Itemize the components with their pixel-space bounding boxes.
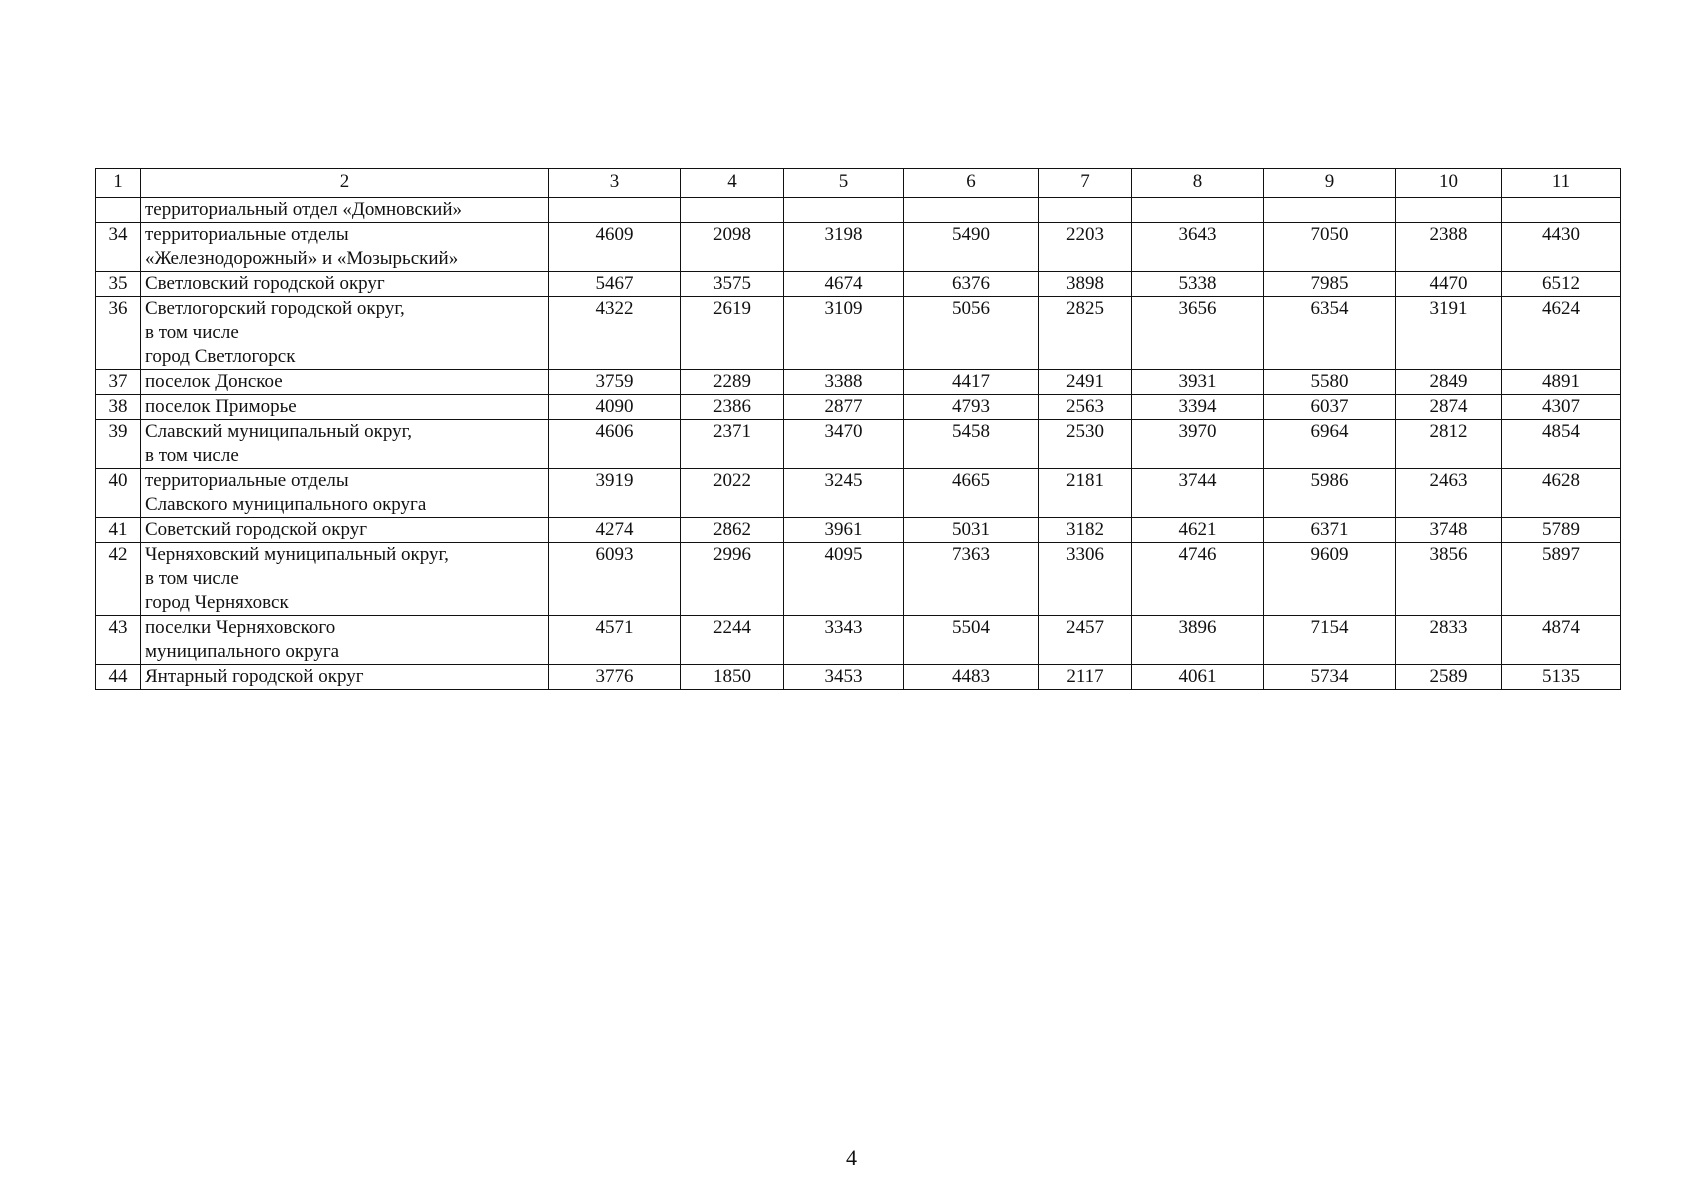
value-cell: 3744	[1132, 469, 1264, 518]
value-cell: 6093	[549, 543, 681, 616]
territory-name-line: Янтарный городской округ	[145, 666, 364, 687]
value-cell: 4417	[904, 370, 1039, 395]
value-cell: 4628	[1502, 469, 1621, 518]
value-cell: 2996	[681, 543, 784, 616]
value-cell: 5789	[1502, 518, 1621, 543]
value-cell: 2386	[681, 395, 784, 420]
value-cell: 2563	[1039, 395, 1132, 420]
territory-name	[141, 616, 549, 665]
value-cell: 4665	[904, 469, 1039, 518]
value-cell: 2619	[681, 297, 784, 370]
value-cell: 2463	[1396, 469, 1502, 518]
value-cell: 4090	[549, 395, 681, 420]
value-cell: 7050	[1264, 223, 1396, 272]
territory-name-line: поселки Черняховского	[145, 617, 336, 638]
value-cell: 4674	[784, 272, 904, 297]
value-cell: 3575	[681, 272, 784, 297]
table-row	[96, 198, 1621, 223]
value-cell: 7154	[1264, 616, 1396, 665]
value-cell: 3470	[784, 420, 904, 469]
row-number: 40	[96, 469, 141, 518]
table-row	[96, 616, 1621, 665]
value-cell	[1264, 198, 1396, 223]
value-cell: 3388	[784, 370, 904, 395]
row-number: 43	[96, 616, 141, 665]
territory-name-line: поселок Донское	[145, 371, 283, 392]
territory-name-line: в том числе	[145, 322, 239, 343]
territory-name	[141, 518, 549, 543]
territory-name-line: Светловский городской округ	[145, 273, 385, 294]
value-cell: 2833	[1396, 616, 1502, 665]
column-header: 8	[1132, 169, 1264, 198]
value-cell: 2098	[681, 223, 784, 272]
value-cell: 5458	[904, 420, 1039, 469]
value-cell: 4746	[1132, 543, 1264, 616]
value-cell: 2022	[681, 469, 784, 518]
value-cell: 4430	[1502, 223, 1621, 272]
value-cell: 2457	[1039, 616, 1132, 665]
territory-name-line: территориальные отделы	[145, 224, 349, 245]
value-cell: 3109	[784, 297, 904, 370]
value-cell: 4307	[1502, 395, 1621, 420]
value-cell: 4061	[1132, 665, 1264, 690]
value-cell: 3394	[1132, 395, 1264, 420]
table-row	[96, 297, 1621, 370]
value-cell: 6512	[1502, 272, 1621, 297]
value-cell: 2812	[1396, 420, 1502, 469]
value-cell: 3643	[1132, 223, 1264, 272]
table-row	[96, 370, 1621, 395]
table-row	[96, 420, 1621, 469]
value-cell: 5338	[1132, 272, 1264, 297]
value-cell: 4322	[549, 297, 681, 370]
territory-name	[141, 420, 549, 469]
row-number: 37	[96, 370, 141, 395]
column-header: 9	[1264, 169, 1396, 198]
row-number: 41	[96, 518, 141, 543]
value-cell: 5504	[904, 616, 1039, 665]
value-cell: 6371	[1264, 518, 1396, 543]
value-cell: 3453	[784, 665, 904, 690]
table-row	[96, 272, 1621, 297]
row-number: 34	[96, 223, 141, 272]
value-cell: 4609	[549, 223, 681, 272]
value-cell: 6376	[904, 272, 1039, 297]
value-cell: 2491	[1039, 370, 1132, 395]
value-cell: 2181	[1039, 469, 1132, 518]
value-cell	[1132, 198, 1264, 223]
value-cell	[681, 198, 784, 223]
territory-name	[141, 469, 549, 518]
value-cell: 3748	[1396, 518, 1502, 543]
value-cell: 3856	[1396, 543, 1502, 616]
value-cell: 7985	[1264, 272, 1396, 297]
value-cell: 2289	[681, 370, 784, 395]
territory-name	[141, 198, 549, 223]
value-cell: 4793	[904, 395, 1039, 420]
territory-name-line: Советский городской округ	[145, 519, 368, 540]
column-header: 7	[1039, 169, 1132, 198]
value-cell: 9609	[1264, 543, 1396, 616]
value-cell: 3898	[1039, 272, 1132, 297]
territory-name-line: город Черняховск	[145, 592, 289, 613]
value-cell: 6354	[1264, 297, 1396, 370]
value-cell: 4274	[549, 518, 681, 543]
row-number: 42	[96, 543, 141, 616]
value-cell: 3970	[1132, 420, 1264, 469]
value-cell: 5897	[1502, 543, 1621, 616]
column-header: 2	[141, 169, 549, 198]
value-cell	[1502, 198, 1621, 223]
value-cell	[1396, 198, 1502, 223]
territory-name	[141, 370, 549, 395]
value-cell: 5467	[549, 272, 681, 297]
value-cell: 3182	[1039, 518, 1132, 543]
territory-name	[141, 223, 549, 272]
value-cell: 2203	[1039, 223, 1132, 272]
value-cell: 2244	[681, 616, 784, 665]
table-row	[96, 395, 1621, 420]
territory-name	[141, 543, 549, 616]
territory-name	[141, 272, 549, 297]
value-cell: 7363	[904, 543, 1039, 616]
column-header: 1	[96, 169, 141, 198]
row-number: 35	[96, 272, 141, 297]
value-cell: 4606	[549, 420, 681, 469]
value-cell: 2117	[1039, 665, 1132, 690]
value-cell: 2825	[1039, 297, 1132, 370]
value-cell: 3919	[549, 469, 681, 518]
table-row	[96, 223, 1621, 272]
territory-name-line: Черняховский муниципальный округ,	[145, 544, 449, 565]
value-cell: 5580	[1264, 370, 1396, 395]
value-cell: 4621	[1132, 518, 1264, 543]
value-cell: 5734	[1264, 665, 1396, 690]
value-cell: 3931	[1132, 370, 1264, 395]
row-number: 44	[96, 665, 141, 690]
territory-name	[141, 395, 549, 420]
value-cell: 4874	[1502, 616, 1621, 665]
value-cell: 4483	[904, 665, 1039, 690]
value-cell: 2849	[1396, 370, 1502, 395]
value-cell: 4095	[784, 543, 904, 616]
column-header: 11	[1502, 169, 1621, 198]
value-cell: 2874	[1396, 395, 1502, 420]
value-cell: 3759	[549, 370, 681, 395]
table-row	[96, 543, 1621, 616]
value-cell: 3656	[1132, 297, 1264, 370]
row-number: 39	[96, 420, 141, 469]
value-cell: 3245	[784, 469, 904, 518]
territory-name	[141, 297, 549, 370]
territory-name-line: город Светлогорск	[145, 346, 296, 367]
value-cell	[784, 198, 904, 223]
row-number	[96, 198, 141, 223]
territory-name-line: Славский муниципальный округ,	[145, 421, 413, 442]
row-number: 38	[96, 395, 141, 420]
column-header: 5	[784, 169, 904, 198]
value-cell: 4571	[549, 616, 681, 665]
value-cell: 2877	[784, 395, 904, 420]
territory-name-line: в том числе	[145, 568, 239, 589]
row-number: 36	[96, 297, 141, 370]
value-cell: 2530	[1039, 420, 1132, 469]
value-cell: 6037	[1264, 395, 1396, 420]
value-cell: 2862	[681, 518, 784, 543]
value-cell: 2388	[1396, 223, 1502, 272]
value-cell: 3776	[549, 665, 681, 690]
value-cell: 5135	[1502, 665, 1621, 690]
value-cell	[1039, 198, 1132, 223]
value-cell: 6964	[1264, 420, 1396, 469]
table-row	[96, 518, 1621, 543]
column-header: 6	[904, 169, 1039, 198]
territory-name-line: территориальный отдел «Домновский»	[145, 199, 463, 220]
value-cell: 3343	[784, 616, 904, 665]
column-header: 4	[681, 169, 784, 198]
value-cell: 4624	[1502, 297, 1621, 370]
territory-name-line: муниципального округа	[145, 641, 340, 662]
page-number: 4	[846, 1145, 857, 1170]
value-cell: 5056	[904, 297, 1039, 370]
value-cell: 2589	[1396, 665, 1502, 690]
value-cell: 4891	[1502, 370, 1621, 395]
value-cell: 3961	[784, 518, 904, 543]
territory-name-line: в том числе	[145, 445, 239, 466]
territory-name-line: поселок Приморье	[145, 396, 297, 417]
territory-name-line: Славского муниципального округа	[145, 494, 427, 515]
value-cell: 2371	[681, 420, 784, 469]
value-cell: 1850	[681, 665, 784, 690]
territory-name	[141, 665, 549, 690]
value-cell: 3896	[1132, 616, 1264, 665]
value-cell: 4854	[1502, 420, 1621, 469]
value-cell: 5031	[904, 518, 1039, 543]
territory-name-line: Светлогорский городской округ,	[145, 298, 405, 319]
value-cell	[904, 198, 1039, 223]
value-cell: 5986	[1264, 469, 1396, 518]
value-cell: 3191	[1396, 297, 1502, 370]
value-cell: 5490	[904, 223, 1039, 272]
table-body	[96, 169, 1621, 690]
territory-name-line: «Железнодорожный» и «Мозырьский»	[145, 248, 459, 269]
value-cell	[549, 198, 681, 223]
value-cell: 4470	[1396, 272, 1502, 297]
value-cell: 3306	[1039, 543, 1132, 616]
column-header: 3	[549, 169, 681, 198]
data-table	[95, 168, 1621, 690]
table-row	[96, 665, 1621, 690]
territory-name-line: территориальные отделы	[145, 470, 349, 491]
value-cell: 3198	[784, 223, 904, 272]
table-row	[96, 469, 1621, 518]
column-header: 10	[1396, 169, 1502, 198]
header-row	[96, 169, 1621, 198]
